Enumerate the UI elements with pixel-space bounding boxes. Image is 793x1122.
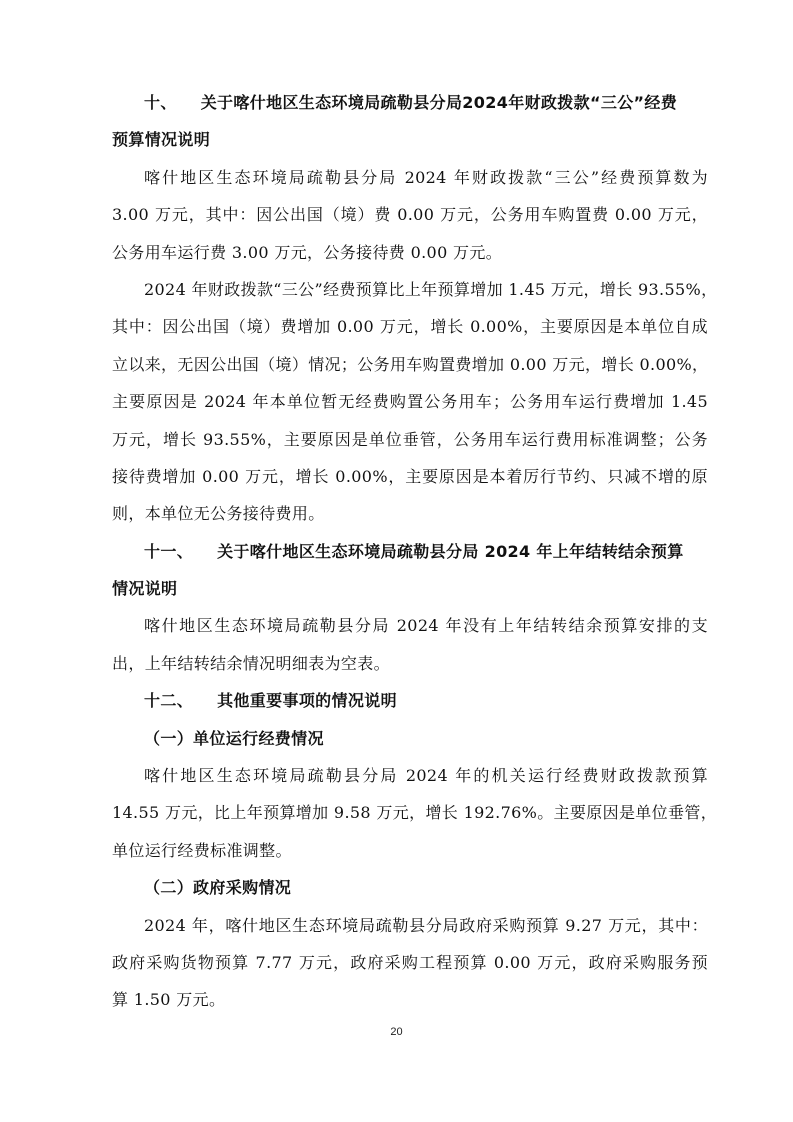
section-11-heading-cont: 情况说明	[112, 579, 178, 599]
paragraph-line: 算 1.50 万元。	[112, 990, 226, 1010]
section-10-heading	[112, 84, 708, 121]
section-11-number: 十一、	[144, 541, 194, 561]
paragraph-line: 公务用车运行费 3.00 万元，公务接待费 0.00 万元。	[112, 242, 503, 262]
subsection-1-heading: （一）单位运行经费情况	[144, 728, 324, 748]
subsection-2-heading: （二）政府采购情况	[144, 878, 292, 898]
section-10-heading-cont: 预算情况说明	[112, 130, 211, 150]
paragraph-line: 立以来，无因公出国（境）情况；公务用车购置费增加 0.00 万元，增长 0.00%，	[112, 354, 709, 374]
paragraph-line: 主要原因是 2024 年本单位暂无经费购置公务用车；公务用车运行费增加 1.45	[112, 392, 708, 412]
paragraph-line: 2024 年，喀什地区生态环境局疏勒县分局政府采购预算 9.27 万元，其中：	[144, 915, 708, 935]
paragraph-line: 接待费增加 0.00 万元，增长 0.00%，主要原因是本着厉行节约、只减不增的原	[112, 466, 708, 486]
section-11-heading	[112, 533, 708, 570]
paragraph-line: 万元，增长 93.55%，主要原因是单位垂管，公务用车运行费用标准调整；公务	[112, 429, 708, 449]
paragraph-line: 3.00 万元，其中：因公出国（境）费 0.00 万元，公务用车购置费 0.00 万元，	[112, 205, 708, 225]
paragraph-line: 喀什地区生态环境局疏勒县分局 2024 年的机关运行经费财政拨款预算	[144, 766, 708, 786]
section-12-number: 十二、	[144, 691, 194, 711]
paragraph-line: 14.55 万元，比上年预算增加 9.58 万元，增长 192.76%。主要原因是单位垂管，	[112, 803, 718, 823]
paragraph-line: 2024 年财政拨款“三公”经费预算比上年预算增加 1.45 万元，增长 93.55%，	[144, 279, 718, 299]
paragraph-line: 则，本单位无公务接待费用。	[112, 504, 325, 524]
section-10-number: 十、	[144, 93, 177, 112]
section-12-title: 其他重要事项的情况说明	[217, 691, 397, 711]
paragraph-line: 喀什地区生态环境局疏勒县分局 2024 年没有上年结转结余预算安排的支	[144, 616, 708, 636]
page-content	[112, 84, 718, 1019]
paragraph-line: 政府采购货物预算 7.77 万元，政府采购工程预算 0.00 万元，政府采购服务预	[112, 952, 708, 972]
section-10-title: 关于喀什地区生态环境局疏勒县分局2024年财政拨款“三公”经费	[200, 93, 678, 112]
section-11-title: 关于喀什地区生态环境局疏勒县分局 2024 年上年结转结余预算	[217, 541, 684, 561]
paragraph-line: 喀什地区生态环境局疏勒县分局 2024 年财政拨款“三公”经费预算数为	[144, 167, 708, 187]
paragraph-line: 单位运行经费标准调整。	[112, 840, 292, 860]
section-12-heading	[112, 682, 708, 719]
paragraph-line: 出，上年结转结余情况明细表为空表。	[112, 653, 390, 673]
paragraph-line: 其中：因公出国（境）费增加 0.00 万元，增长 0.00%，主要原因是本单位自成	[112, 317, 708, 337]
page-number: 20	[390, 1026, 403, 1038]
